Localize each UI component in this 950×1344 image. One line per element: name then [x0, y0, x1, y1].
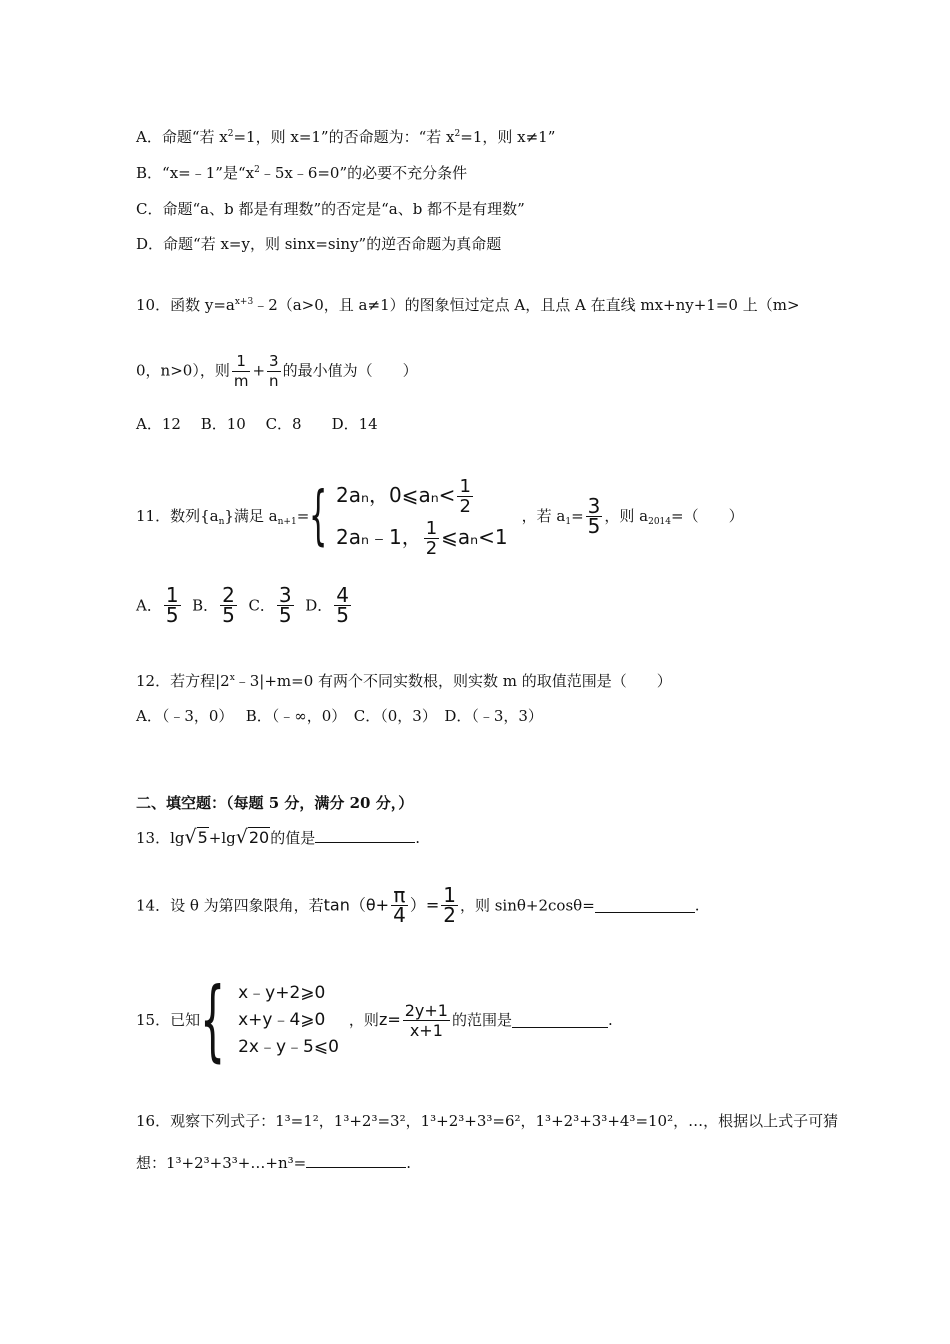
question-text: 的范围是: [451, 1011, 512, 1029]
q10-stem-line2: [136, 352, 418, 391]
case-text: 2aₙ，0⩽aₙ<: [336, 483, 456, 507]
option-label: A．: [136, 128, 162, 146]
answer-blank[interactable]: [512, 1013, 608, 1028]
denominator: 5: [336, 603, 349, 627]
denominator: x+1: [409, 1020, 443, 1040]
fraction-one-half: [441, 883, 458, 927]
question-text: 0，n>0），则: [136, 361, 230, 380]
superscript: 2: [454, 129, 461, 139]
denominator: 5: [278, 603, 292, 627]
question-text: 14．设 θ 为第四象限角，若: [136, 896, 324, 915]
heading-text: 二、填空题：（每题 5 分，满分 20 分，）: [136, 794, 414, 812]
case-row-1: [336, 474, 508, 516]
option-text: 命题“若 x: [161, 128, 228, 146]
fraction-pi-over-4: [391, 883, 408, 927]
q14-stem: [136, 883, 700, 927]
question-text: 12．若方程|2: [136, 672, 230, 690]
sqrt-5: [185, 827, 209, 848]
option-label: D．: [305, 596, 333, 615]
denominator: 5: [165, 603, 179, 627]
numerator: π: [391, 886, 408, 906]
question-text: ﹣2（a>0，且 a≠1）的图象恒过定点 A，且点 A 在直线 mx+ny+1=0 上（m>: [253, 296, 800, 314]
period: .: [406, 1154, 411, 1172]
question-text: 11．数列{a: [136, 507, 219, 525]
fraction-one-half: [424, 519, 439, 558]
period: .: [608, 1011, 613, 1029]
numerator: 1: [165, 583, 179, 607]
option-label: C．: [248, 596, 275, 615]
case-text: 2aₙ﹣1，: [336, 525, 422, 549]
question-text: ，则 sinθ+2cosθ=: [459, 896, 595, 915]
option-label: B．: [136, 164, 163, 182]
option-label: C．: [136, 200, 163, 218]
fraction-z-expression: [403, 1001, 450, 1040]
option-text: =1，则 x=1”的否命题为：“若 x: [233, 128, 455, 146]
question-text: ，若 a: [521, 507, 566, 525]
answer-blank[interactable]: [595, 898, 695, 913]
equals-sign: =: [571, 507, 584, 525]
z-equals: z=: [378, 1010, 401, 1029]
constraint-row: x+y﹣4⩾0: [238, 1009, 326, 1030]
case-text: ⩽aₙ<1: [441, 525, 508, 549]
option-text: ﹣5x﹣6=0”的必要不充分条件: [259, 164, 468, 182]
question-text: +lg: [208, 829, 236, 847]
option-b-fraction: [220, 583, 237, 627]
radicand: 20: [248, 828, 270, 847]
fraction-one-half: [457, 477, 472, 516]
q11-stem: [136, 474, 744, 558]
q12-stem: [136, 671, 672, 691]
question-text: 10．函数 y=a: [136, 296, 235, 314]
radical-sign: √: [184, 826, 197, 848]
option-text: 命题“若 x=y，则 sinx=siny”的逆否命题为真命题: [163, 235, 502, 253]
question-text: 16．观察下列式子：1³=1²，1³+2³=3²，1³+2³+3³=6²，1³+2³+3³+4³=10²，…，根据以上式子可猜: [136, 1112, 839, 1130]
question-text: 想：1³+2³+3³+…+n³=: [136, 1154, 307, 1172]
question-text: ，则 a: [604, 507, 649, 525]
option-text: 命题“a、b 都是有理数”的否定是“a、b 都不是有理数”: [162, 200, 525, 218]
numerator: 3: [278, 583, 292, 607]
question-text: 15．已知: [136, 1011, 201, 1029]
question-text: 的值是: [270, 829, 316, 847]
subscript: n+1: [277, 517, 297, 527]
numerator: 1: [232, 352, 251, 372]
q15-stem: [136, 968, 613, 1071]
question-text: 的最小值为（ ）: [282, 361, 418, 380]
answer-blank[interactable]: [315, 828, 415, 843]
radicand: 5: [197, 828, 208, 847]
superscript: 2: [254, 165, 260, 175]
tan-expression: tan（θ+: [323, 895, 390, 915]
q9-option-a: [136, 127, 555, 147]
subscript: n: [218, 517, 225, 527]
equals-sign: =: [296, 507, 310, 525]
q9-option-d: [136, 234, 501, 254]
denominator: m: [233, 372, 249, 390]
denominator: 2: [443, 903, 456, 927]
subscript: 1: [565, 517, 572, 527]
superscript: x: [229, 673, 235, 683]
denominator: 2: [459, 496, 471, 517]
superscript: x+3: [234, 297, 254, 307]
numerator: 1: [425, 518, 438, 539]
option-text: “x=﹣1”是“x: [162, 164, 255, 182]
numerator: 1: [443, 883, 456, 907]
denominator: 4: [393, 903, 406, 927]
question-text: ，则: [348, 1011, 379, 1029]
fraction-3-over-5: [586, 493, 603, 538]
question-text: }满足 a: [224, 507, 278, 525]
denominator: 5: [587, 513, 601, 538]
answer-blank[interactable]: [306, 1153, 406, 1168]
numerator: 2y+1: [404, 1000, 448, 1020]
question-text: 13．lg: [136, 829, 185, 847]
option-label: B．: [192, 596, 219, 615]
numerator: 2: [222, 583, 235, 607]
constraint-system: [238, 980, 339, 1061]
numerator: 3: [269, 352, 279, 370]
q16-stem-line2: [136, 1153, 411, 1173]
piecewise-definition: [336, 474, 508, 558]
sqrt-20: [236, 827, 270, 848]
subscript: 2014: [648, 517, 672, 527]
period: .: [694, 896, 700, 915]
q13-stem: [136, 827, 420, 848]
options-text: A．12 B．10 C．8 D．14: [136, 415, 378, 433]
option-label: A．: [136, 596, 162, 615]
q11-options: [136, 583, 353, 627]
numerator: 4: [336, 583, 349, 607]
constraint-row: 2x﹣y﹣5⩽0: [238, 1036, 339, 1057]
period: .: [415, 829, 421, 847]
constraint-row: x﹣y+2⩾0: [238, 982, 326, 1003]
section-heading-fill-in: [136, 793, 413, 813]
radical-sign: √: [235, 826, 248, 848]
fraction-3-over-n: [267, 352, 281, 391]
plus-sign: +: [252, 361, 266, 380]
superscript: 2: [227, 129, 234, 139]
option-text: =1，则 x≠1”: [460, 128, 556, 146]
denominator: 5: [222, 603, 235, 627]
left-brace: {: [200, 968, 226, 1071]
option-a-fraction: [164, 583, 181, 627]
q12-options: [136, 706, 543, 726]
option-c-fraction: [277, 583, 294, 627]
denominator: n: [269, 372, 279, 390]
question-text: =（ ）: [671, 507, 744, 525]
question-text: ﹣3|+m=0 有两个不同实数根，则实数 m 的取值范围是（ ）: [234, 672, 672, 690]
close-paren-equals: ）=: [409, 895, 440, 915]
q10-stem-line1: [136, 295, 800, 315]
denominator: 2: [425, 538, 438, 559]
q10-options: [136, 414, 378, 434]
q9-option-c: [136, 199, 525, 219]
q9-option-b: [136, 163, 467, 183]
q16-stem-line1: [136, 1111, 838, 1131]
numerator: 3: [587, 493, 601, 518]
options-text: A．（﹣3，0） B．（﹣∞，0） C．（0，3） D．（﹣3，3）: [136, 707, 543, 725]
option-d-fraction: [334, 583, 351, 627]
case-row-2: [336, 516, 508, 558]
option-label: D．: [136, 235, 164, 253]
left-brace: {: [309, 479, 328, 553]
numerator: 1: [459, 476, 471, 497]
fraction-1-over-m: [232, 352, 251, 391]
